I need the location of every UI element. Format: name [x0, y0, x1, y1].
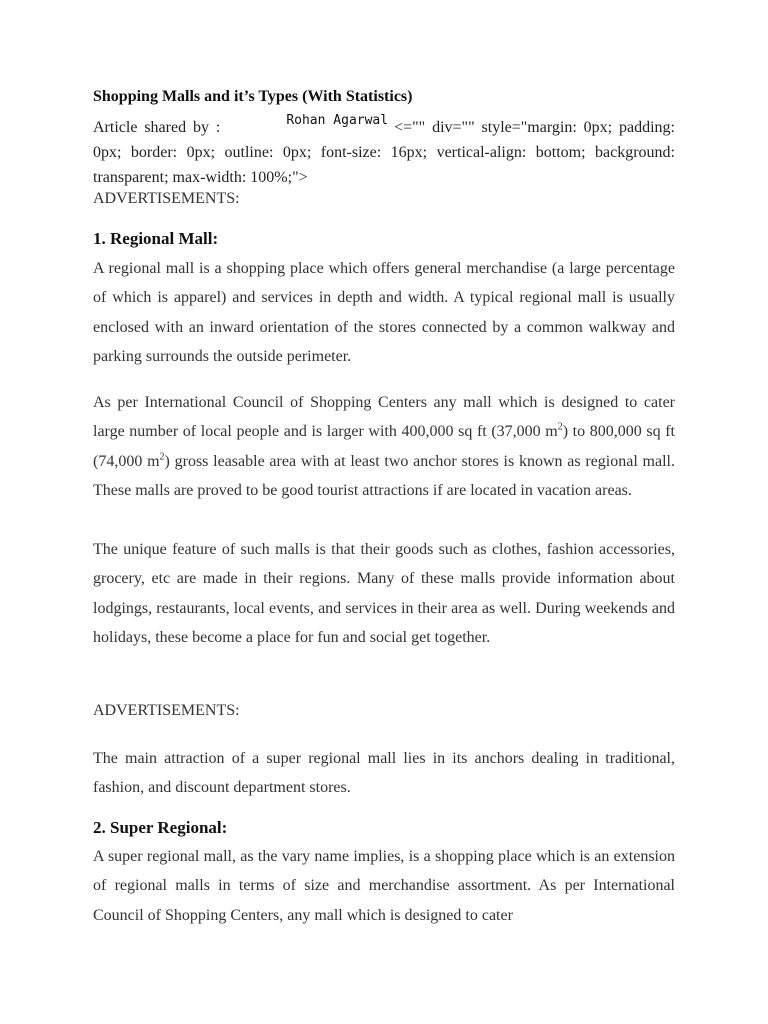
section-heading-super-regional: 2. Super Regional:: [93, 818, 228, 837]
superscript: 2: [557, 421, 563, 433]
advertisements-label: ADVERTISEMENTS:: [93, 190, 240, 207]
superscript: 2: [159, 451, 165, 463]
article-title: Shopping Malls and it’s Types (With Statistics): [93, 88, 413, 105]
paragraph-regional-icsc: [93, 388, 675, 505]
article-byline: [93, 115, 675, 190]
author-name[interactable]: Rohan Agarwal: [286, 113, 389, 128]
stray-markup-text: <="" div="" style="margin: 0px; padding: 0px; border: 0px; outline: 0px; font-size: 16px; vertical-align: bottom; background: transparent; max-width: 100%;">: [93, 119, 676, 186]
advertisements-label: ADVERTISEMENTS:: [93, 702, 240, 719]
para-text: ) gross leasable area with at least two anchor stores is known as regional mall. These malls are proved to be good tourist attractions if are located in vacation areas.: [93, 452, 675, 499]
para-text: ) to 800,000 sq ft (74,000 m: [93, 423, 675, 470]
paragraph-super-regional-anchors: The main attraction of a super regional mall lies in its anchors dealing in traditional, fashion, and discount department stores.: [93, 750, 675, 797]
para-text: As per International Council of Shopping Centers any mall which is designed to cater large number of local people and is larger with 400,000 sq ft (37,000 m: [93, 394, 675, 441]
paragraph-regional-intro: A regional mall is a shopping place which offers general merchandise (a large percentage of which is apparel) and services in depth and width. A typical regional mall is usually enclosed with an inward orientation of the stores connected by a common walkway and parking surrounds the outside perimeter.: [93, 260, 675, 365]
paragraph-regional-unique: The unique feature of such malls is that their goods such as clothes, fashion accessories, grocery, etc are made in their regions. Many of these malls provide information about lodgings, restaurants, local events, and services in their area as well. During weekends and holidays, these become a place for fun and social get together.: [93, 541, 675, 646]
section-heading-regional-mall: 1. Regional Mall:: [93, 229, 219, 248]
shared-by-label: Article shared by :: [93, 119, 221, 136]
paragraph-super-regional-intro: A super regional mall, as the vary name implies, is a shopping place which is an extension of regional malls in terms of size and merchandise assortment. As per International Council of Shopping Centers, any mall which is designed to cater: [93, 848, 675, 924]
